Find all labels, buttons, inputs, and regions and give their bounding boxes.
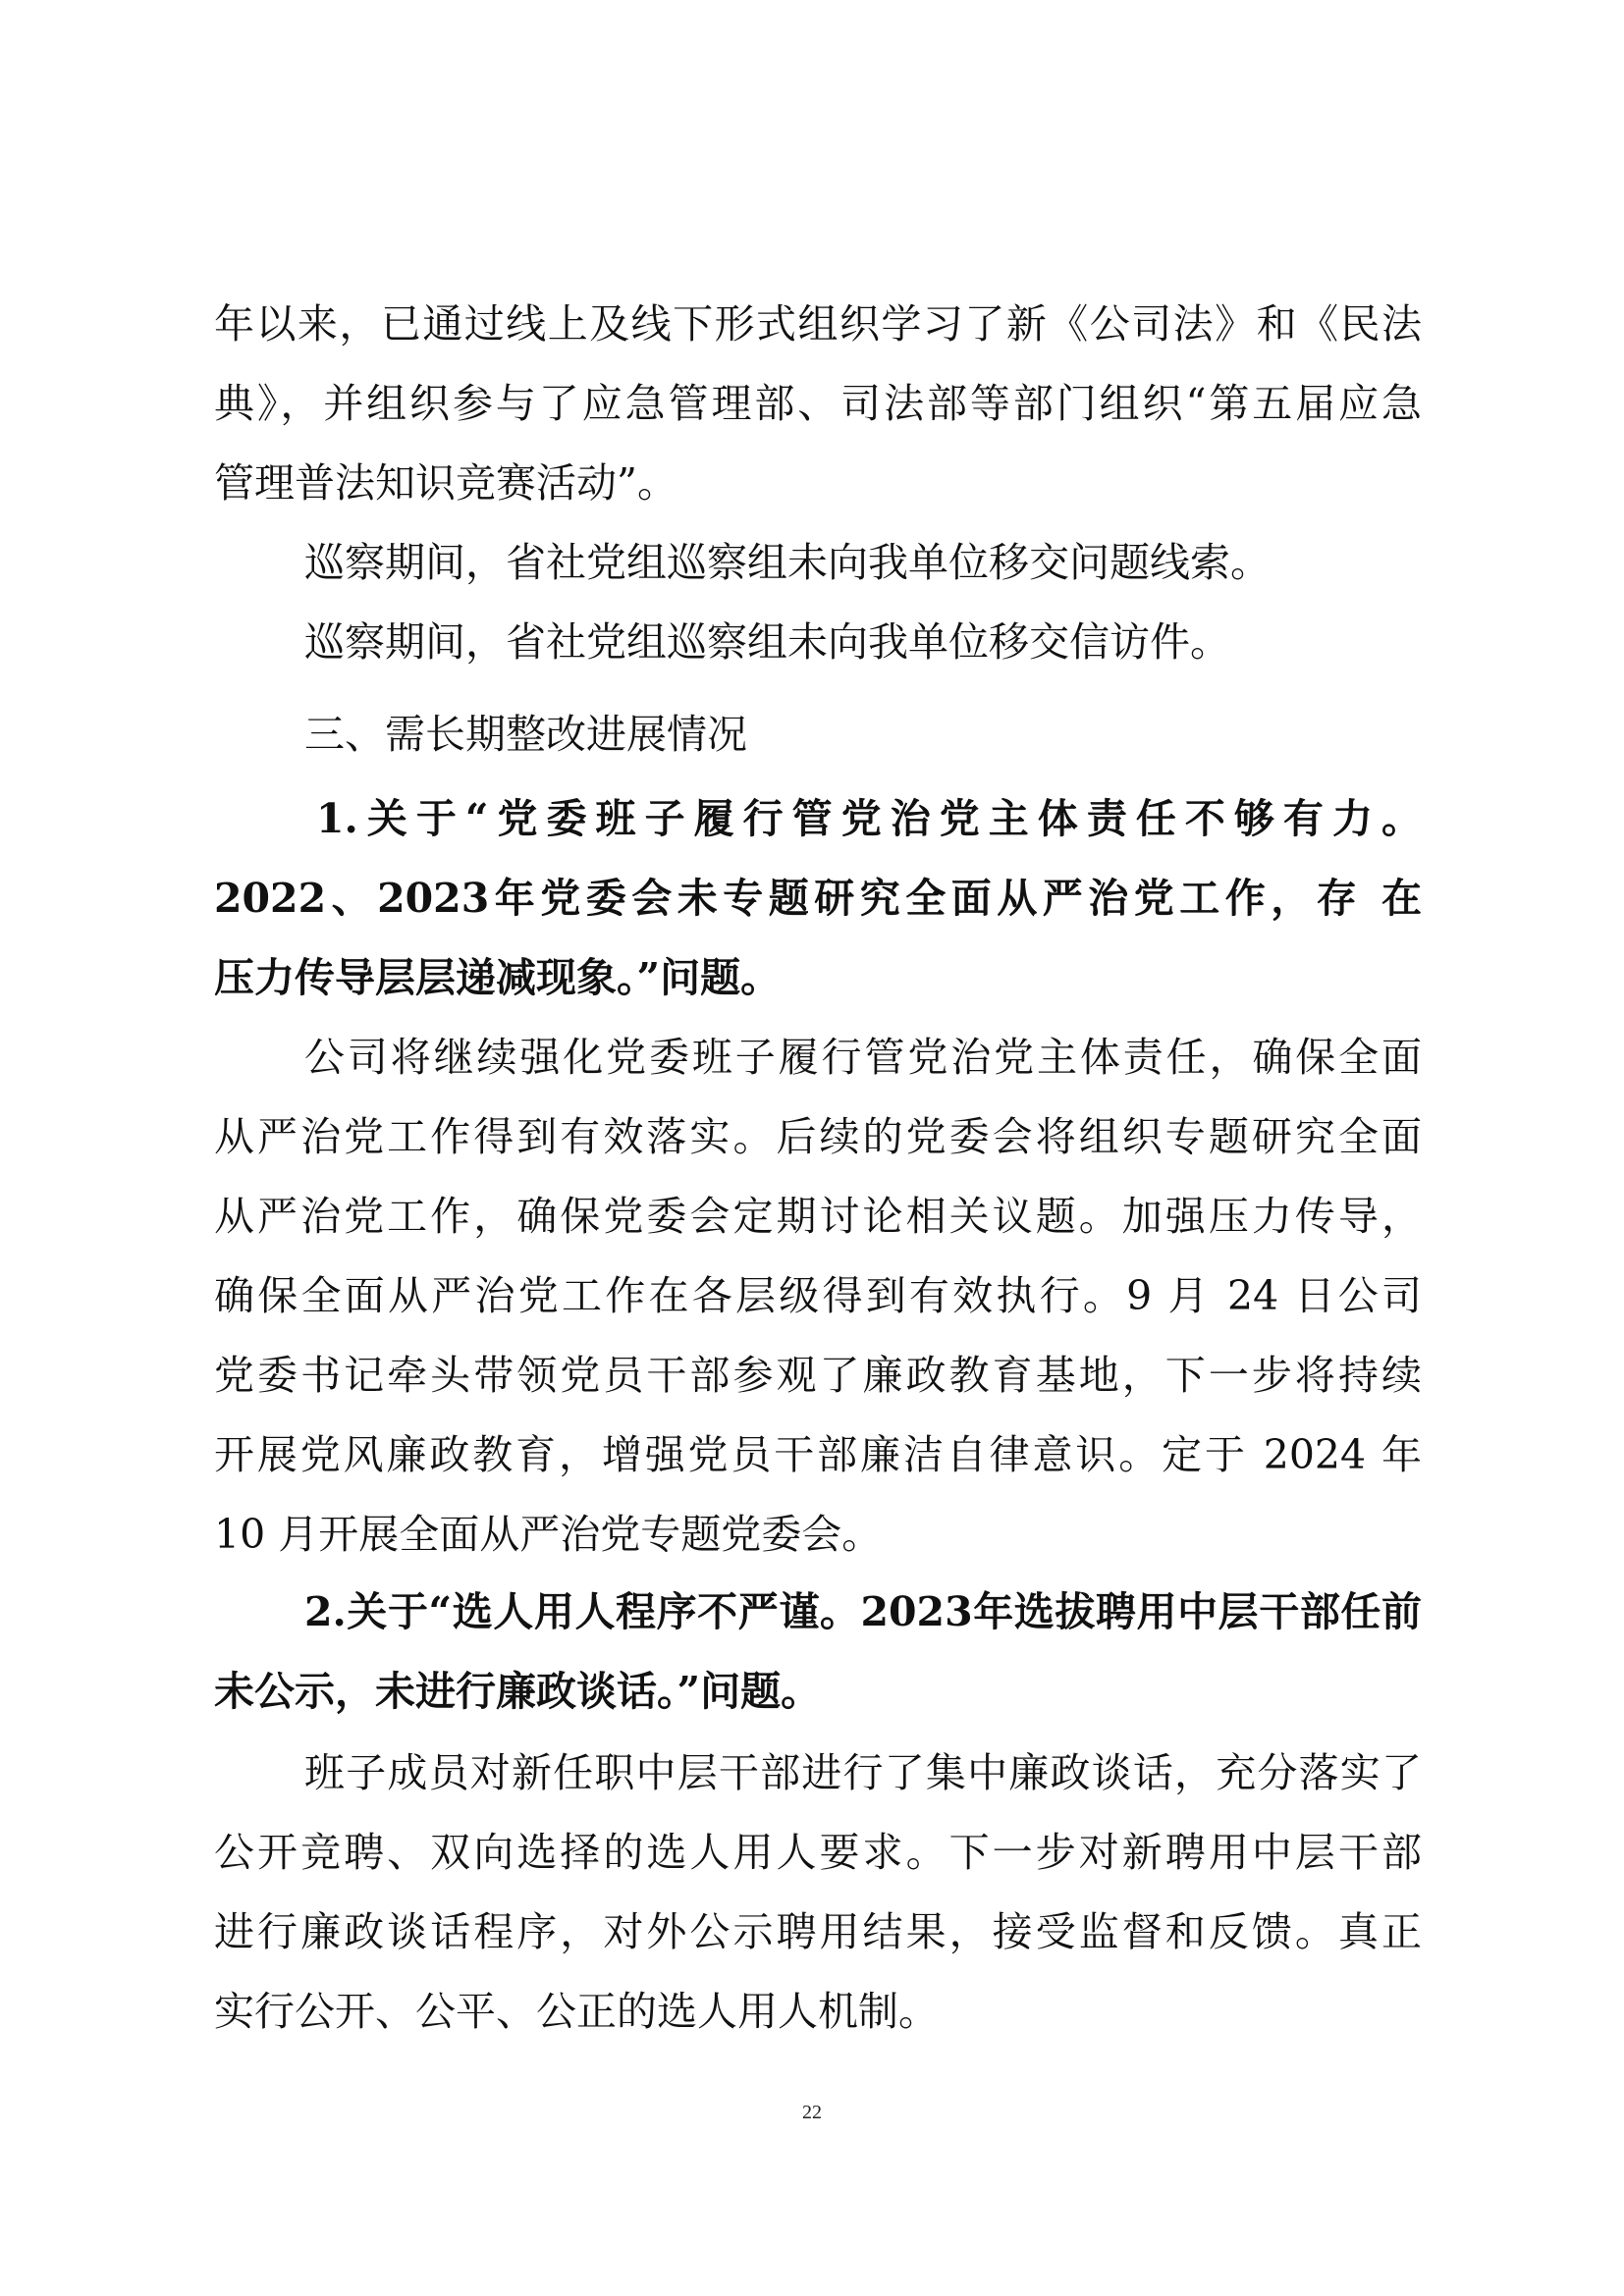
text-line: 公开竞聘、双向选择的选人用人要求。下一步对新聘用中层干部	[214, 1829, 1422, 1876]
item-heading: 1.关于“党委班子履行管党治党主体责任不够有力。	[316, 795, 1422, 842]
item-heading: 2.关于“选人用人程序不严谨。2023年选拔聘用中层干部任前	[304, 1588, 1422, 1635]
item-heading: 压力传导层层递减现象。”问题。	[214, 954, 782, 1001]
text-line: 进行廉政谈话程序，对外公示聘用结果，接受监督和反馈。真正	[214, 1908, 1422, 1955]
text-line: 巡察期间，省社党组巡察组未向我单位移交信访件。	[304, 618, 1230, 666]
text-line: 公司将继续强化党委班子履行管党治党主体责任，确保全面	[304, 1034, 1422, 1081]
text-line: 从严治党工作得到有效落实。后续的党委会将组织专题研究全面	[214, 1113, 1422, 1160]
text-line: 党委书记牵头带领党员干部参观了廉政教育基地，下一步将持续	[214, 1352, 1422, 1399]
text-line: 10 月开展全面从严治党专题党委会。	[214, 1511, 883, 1558]
text-line: 管理普法知识竞赛活动”。	[214, 459, 677, 507]
item-heading: 2022、2023年党委会未专题研究全面从严治党工作，存 在	[214, 875, 1422, 922]
text-line: 实行公开、公平、公正的选人用人机制。	[214, 1988, 939, 2035]
text-line: 年以来，已通过线上及线下形式组织学习了新《公司法》和《民法	[214, 300, 1422, 347]
text-line: 巡察期间，省社党组巡察组未向我单位移交问题线索。	[304, 539, 1271, 586]
text-line: 典》，并组织参与了应急管理部、司法部等部门组织“第五届应急	[214, 380, 1422, 427]
section-heading: 三、需长期整改进展情况	[304, 711, 747, 758]
text-line: 班子成员对新任职中层干部进行了集中廉政谈话，充分落实了	[304, 1749, 1422, 1796]
text-line: 开展党风廉政教育，增强党员干部廉洁自律意识。定于 2024 年	[214, 1431, 1422, 1478]
text-line: 确保全面从严治党工作在各层级得到有效执行。9 月 24 日公司	[214, 1272, 1422, 1319]
text-line: 从严治党工作，确保党委会定期讨论相关议题。加强压力传导，	[214, 1193, 1422, 1240]
page-number: 22	[802, 2102, 822, 2123]
item-heading: 未公示，未进行廉政谈话。”问题。	[214, 1668, 822, 1715]
